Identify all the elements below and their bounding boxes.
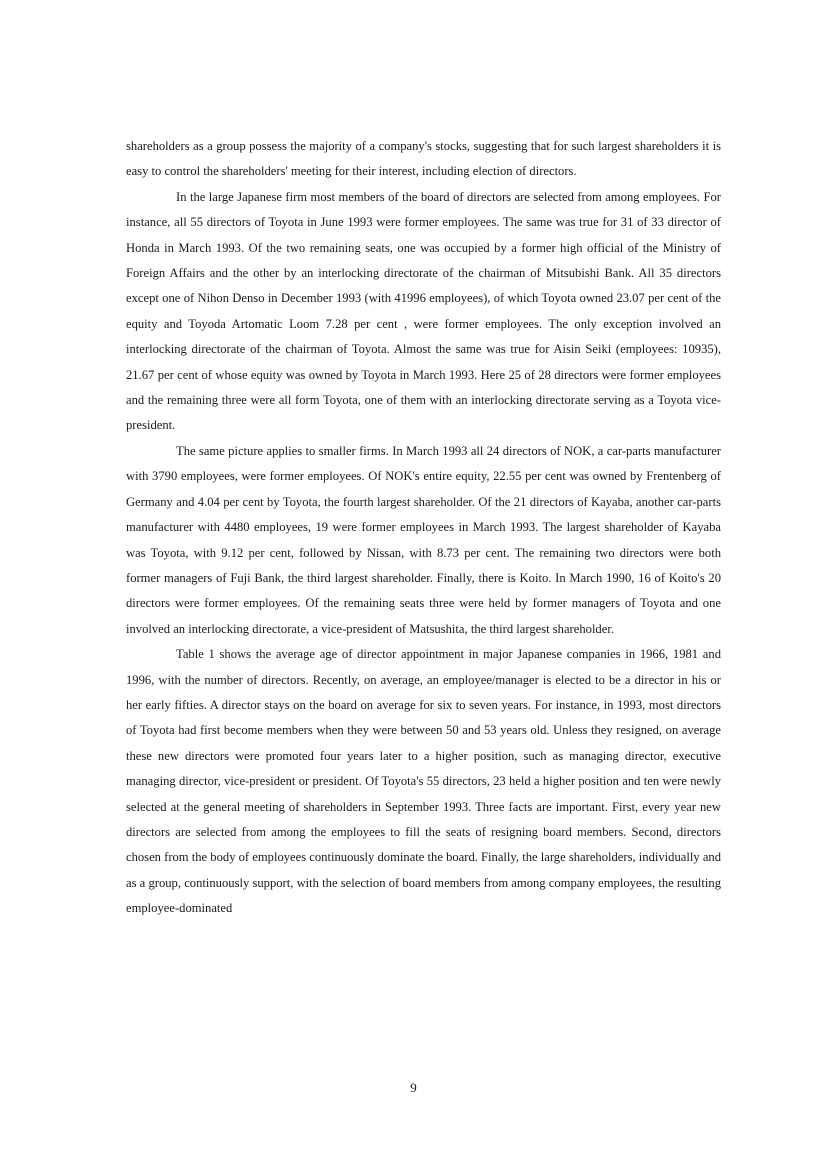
paragraph-director-age: Table 1 shows the average age of director appointment in major Japanese companies in 1966, 1981 and 1996, with the number of directors. Recently, on average, an employee/manager is elected to be a director in his or her early fifties. A director stays on the board on average for six to seven years. For instance, in 1993, most directors of Toyota had first become members when they were between 50 and 53 years old. Unless they resigned, on average these new directors were promoted four years later to a higher position, such as managing director, executive managing director, vice-president or president. Of Toyota's 55 directors, 23 held a higher position and ten were newly selected at the general meeting of shareholders in September 1993. Three facts are important. First, every year new directors are selected from among the employees to fill the seats of resigning board members. Second, directors chosen from the body of employees continuously dominate the board. Finally, the large shareholders, individually and as a group, continuously support, with the selection of board members from among company employees, the resulting employee-dominated [126, 647, 721, 916]
body-text [126, 134, 721, 922]
paragraph-smaller-firms: The same picture applies to smaller firms. In March 1993 all 24 directors of NOK, a car-parts manufacturer with 3790 employees, were former employees. Of NOK's entire equity, 22.55 per cent was owned by Frentenberg of Germany and 4.04 per cent by Toyota, the fourth largest shareholder. Of the 21 directors of Kayaba, another car-parts manufacturer with 4480 employees, 19 were former employees in March 1993. The largest shareholder of Kayaba was Toyota, with 9.12 per cent, followed by Nissan, with 8.73 per cent. The remaining two directors were both former managers of Fuji Bank, the third largest shareholder. Finally, there is Koito. In March 1990, 16 of Koito's 20 directors were former employees. Of the remaining seats three were held by former managers of Toyota and one involved an interlocking directorate, a vice-president of Matsushita, the third largest shareholder. [126, 443, 721, 636]
page-number: 9 [410, 1080, 417, 1095]
paragraph-board-composition: In the large Japanese firm most members of the board of directors are selected from among employees. For instance, all 55 directors of Toyota in June 1993 were former employees. The same was true for 31 of 33 director of Honda in March 1993. Of the two remaining seats, one was occupied by a former high official of the Ministry of Foreign Affairs and the other by an interlocking directorate of the chairman of Mitsubishi Bank. All 35 directors except one of Nihon Denso in December 1993 (with 41996 employees), of which Toyota owned 23.07 per cent of the equity and Toyoda Artomatic Loom 7.28 per cent , were former employees. The only exception involved an interlocking directorate of the chairman of Toyota. Almost the same was true for Aisin Seiki (employees: 10935), 21.67 per cent of whose equity was owned by Toyota in March 1993. Here 25 of 28 directors were former employees and the remaining three were all form Toyota, one of them with an interlocking directorate serving as a Toyota vice-president. [126, 189, 721, 433]
paragraph-continued: shareholders as a group possess the majority of a company's stocks, suggesting that for such largest shareholders it is easy to control the shareholders' meeting for their interest, including election of directors. [126, 139, 721, 179]
